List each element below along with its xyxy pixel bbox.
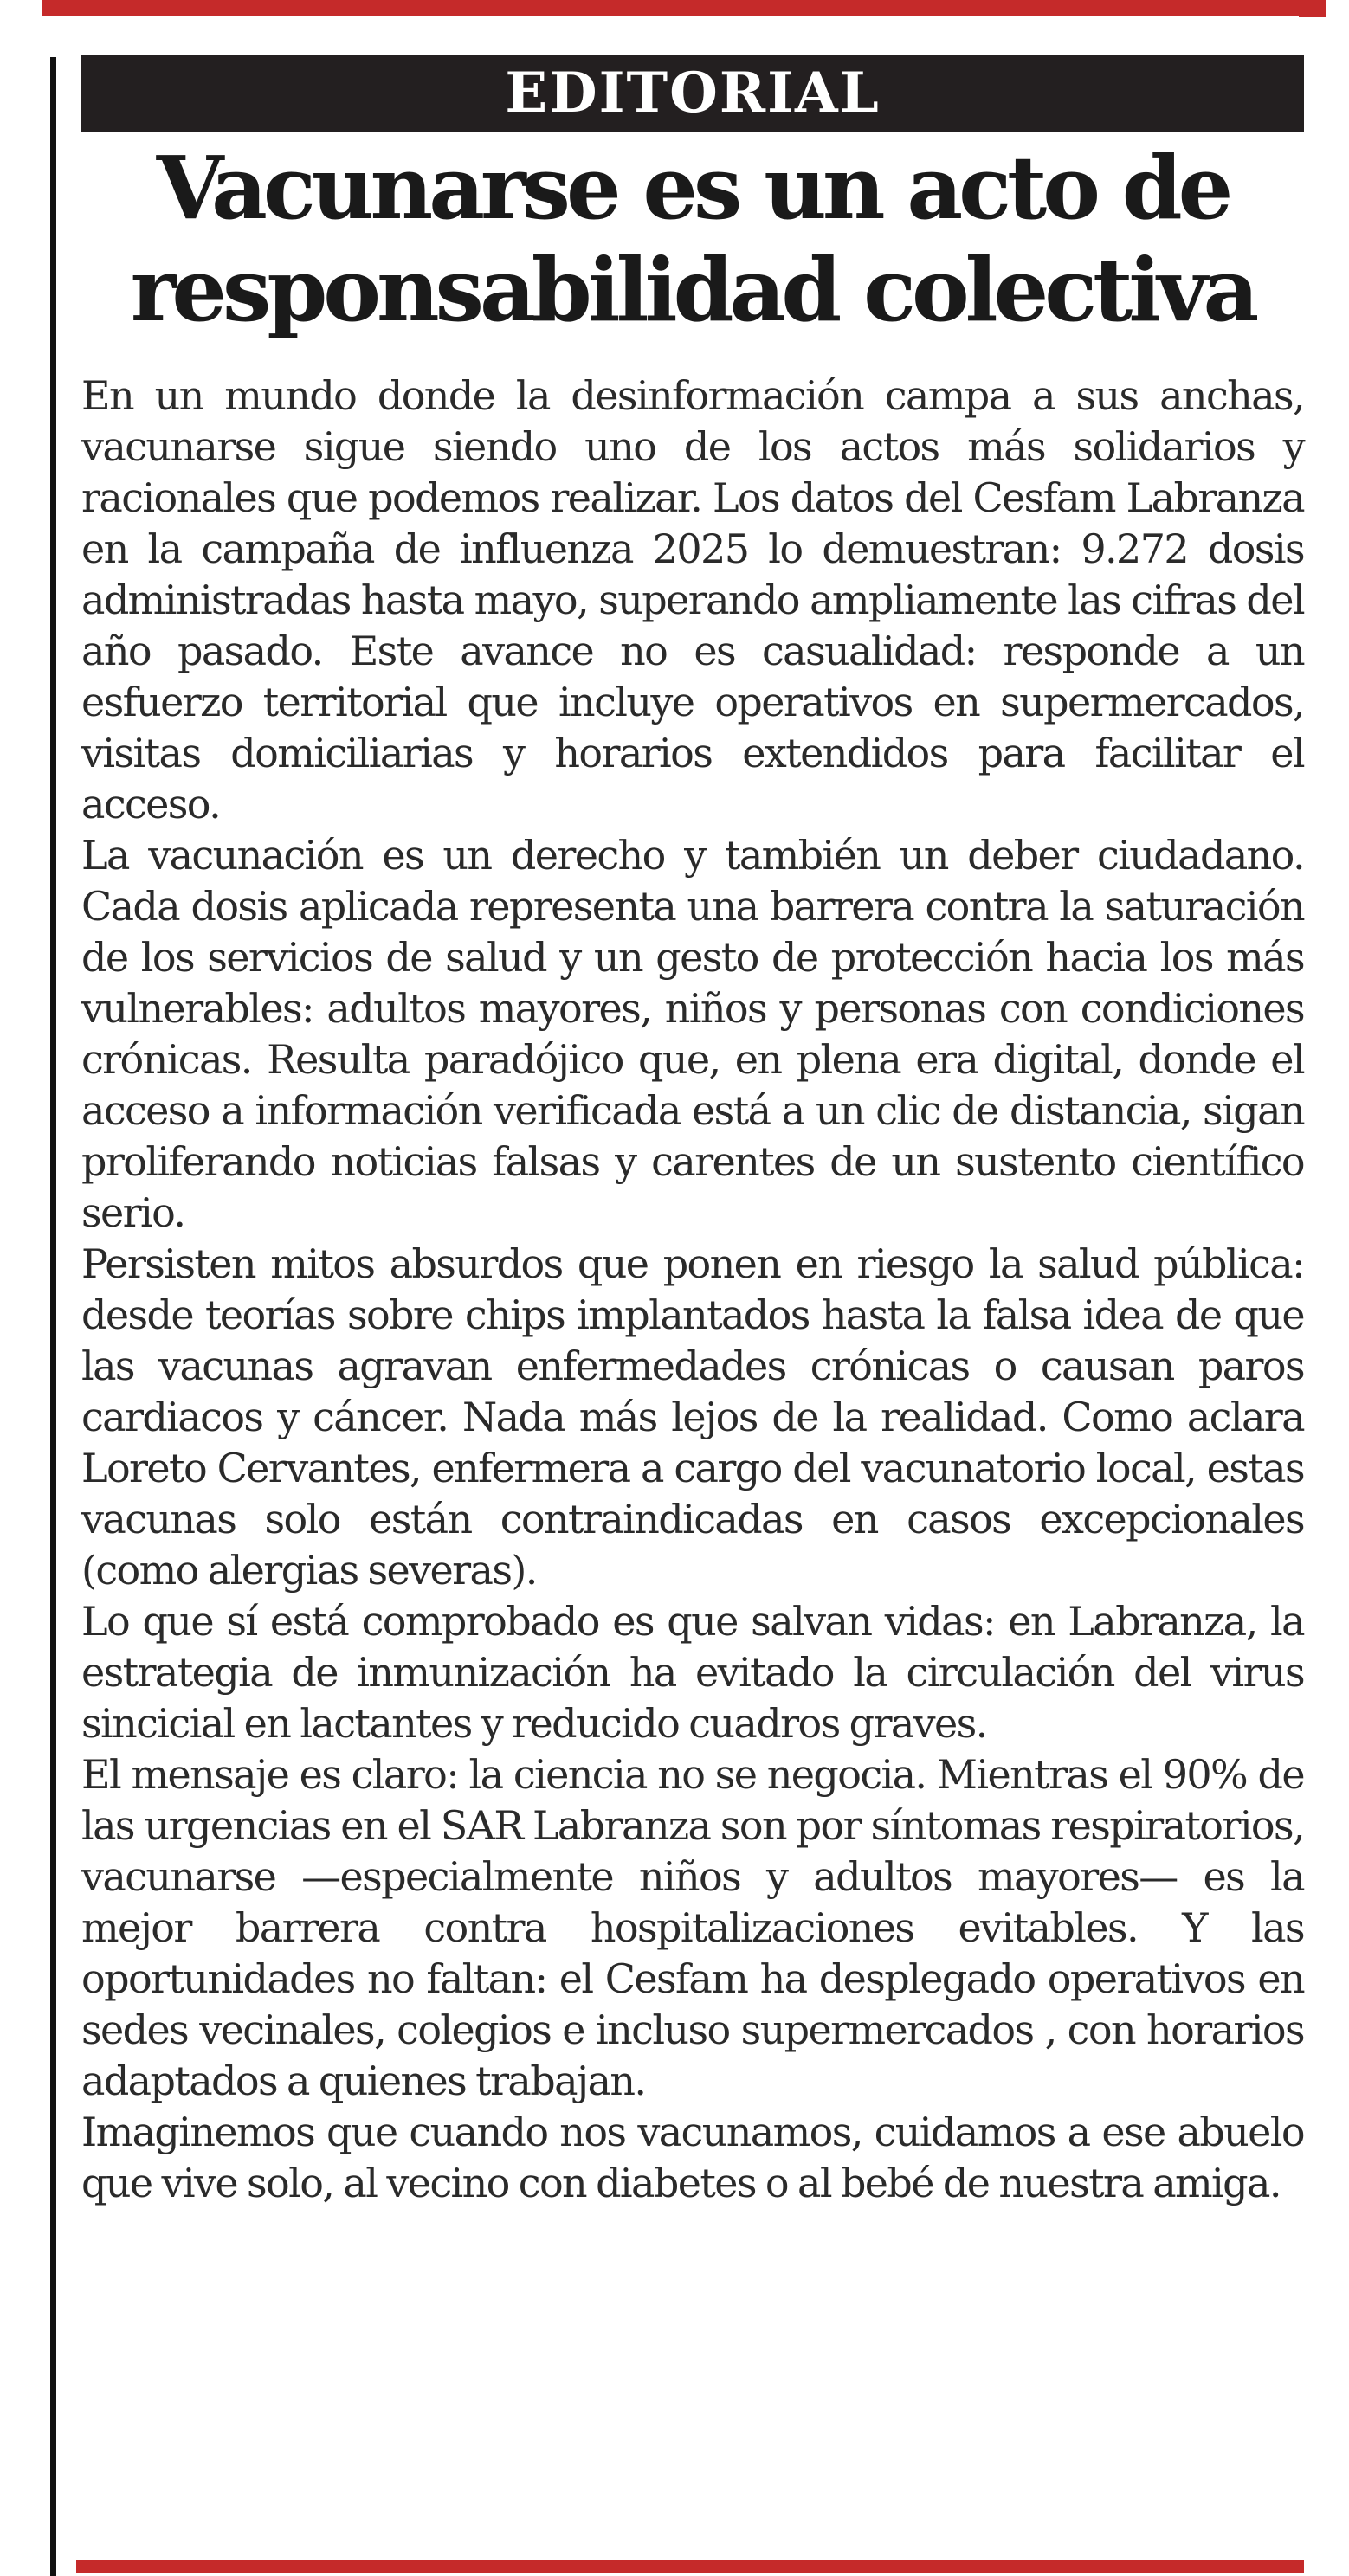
- paragraph-2: La vacunación es un derecho y también un deber ciudadano. Cada dosis aplicada representa una barrera contra la saturación de los servicios de salud y un gesto de protección hacia los más vulnerables: adultos mayores, niños y personas con condiciones crónicas. Resulta paradójico que, en plena era digital, donde el acceso a información verificada está a un clic de distancia, sigan proliferando noticias falsas y carentes de un sustento científico serio.: [81, 832, 1304, 1236]
- paragraph-3: Persisten mitos absurdos que ponen en riesgo la salud pública: desde teorías sobre chips implantados hasta la falsa idea de que las vacunas agravan enfermedades crónicas o causan paros cardiacos y cáncer. Nada más lejos de la realidad. Como aclara Loreto Cervantes, enfermera a cargo del vacunatorio local, estas vacunas solo están contraindicadas en casos excepcionales (como alergias severas).: [81, 1240, 1304, 1594]
- bottom-red-rule: [76, 2560, 1304, 2573]
- left-column-rule: [50, 57, 56, 2576]
- section-banner: [81, 55, 1304, 132]
- paragraph-5: El mensaje es claro: la ciencia no se negocia. Mientras el 90% de las urgencias en el SAR Labranza son por síntomas respiratorios, vacunarse —especialmente niños y adultos mayores— es la mejor barrera contra hospitalizaciones evitables. Y las oportunidades no faltan: el Cesfam ha desplegado operativos en sedes vecinales, colegios e incluso supermercados , con horarios adaptados a quienes trabajan.: [81, 1751, 1304, 2104]
- top-red-rule: [42, 0, 1326, 16]
- top-red-rule-tip: [1299, 12, 1326, 17]
- article-body: [81, 370, 1304, 2209]
- paragraph-1: En un mundo donde la desinformación campa a sus anchas, vacunarse sigue siendo uno de los actos más solidarios y racionales que podemos realizar. Los datos del Cesfam Labranza en la campaña de influenza 2025 lo demuestran: 9.272 dosis administradas hasta mayo, superando ampliamente las cifras del año pasado. Este avance no es casualidad: responde a un esfuerzo territorial que incluye operativos en supermercados, visitas domiciliarias y horarios extendidos para facilitar el acceso.: [81, 372, 1304, 828]
- paragraph-6: Imaginemos que cuando nos vacunamos, cuidamos a ese abuelo que vive solo, al vecino con diabetes o al bebé de nuestra amiga.: [81, 2109, 1304, 2206]
- section-label: EDITORIAL: [505, 61, 881, 126]
- paragraph-4: Lo que sí está comprobado es que salvan vidas: en Labranza, la estrategia de inmunización ha evitado la circulación del virus sincicial en lactantes y reducido cuadros graves.: [81, 1598, 1304, 1747]
- headline: Vacunarse es un acto de responsabilidad colectiva: [130, 137, 1255, 341]
